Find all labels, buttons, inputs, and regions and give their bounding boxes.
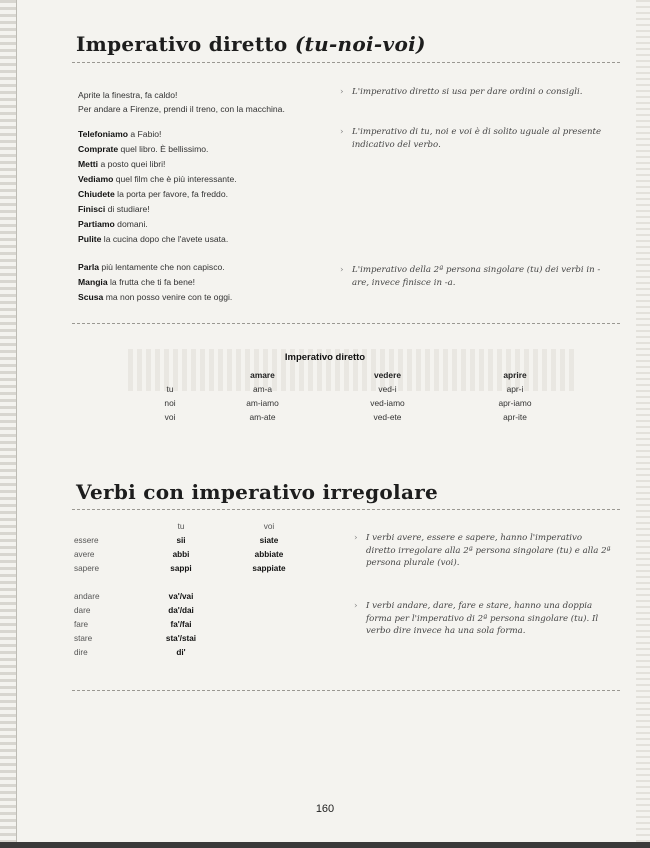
table-row: [74, 631, 314, 645]
title-prefix: Imperativo diretto: [76, 32, 288, 56]
grammar-note: › L'imperativo diretto si usa per dare ordini o consigli.: [340, 87, 583, 97]
example-line: Telefoniamo a Fabio!: [78, 129, 162, 139]
verb-form: va'/vai: [168, 591, 194, 601]
verb-form: am-iamo: [246, 398, 279, 408]
example-line: Parla più lentamente che non capisco.: [78, 262, 225, 272]
note-bullet-icon: ›: [340, 87, 344, 97]
table-row: [74, 645, 314, 659]
section-divider: [72, 690, 620, 691]
grammar-note: › I verbi andare, dare, fare e stare, hanno una doppia forma per l'imperativo di 2ª persona singolare (tu). Il verbo dire invece ha una sola forma.: [354, 601, 599, 636]
section-title-verbi-irregolari: Verbi con imperativo irregolare: [76, 480, 439, 504]
table-header-row: [140, 368, 580, 382]
page-binding-edge: [0, 0, 17, 848]
table-row: [74, 561, 314, 575]
verb-form: apr-ite: [503, 412, 527, 422]
table-row: [74, 533, 314, 547]
table-header-row: [74, 519, 314, 533]
verb-form: sta'/stai: [165, 633, 197, 643]
verb-form: ved-i: [378, 384, 397, 394]
column-header: tu: [177, 521, 185, 531]
table-row: [74, 589, 314, 603]
infinitive: sapere: [74, 563, 100, 573]
infinitive: dire: [74, 647, 88, 657]
grammar-note: › I verbi avere, essere e sapere, hanno l'imperativo diretto irregolare alla 2ª persona singolare (tu) e alla 2ª persona plurale (voi).: [354, 533, 611, 568]
column-header: voi: [263, 521, 275, 531]
verb-form: di': [176, 647, 186, 657]
verb-form: abbi: [172, 549, 190, 559]
section-title-imperativo-diretto: [76, 32, 426, 56]
title-underline: [72, 62, 620, 63]
verb-form: sappi: [170, 563, 192, 573]
note-bullet-icon: ›: [354, 601, 358, 611]
verb-form: ved-ete: [373, 412, 402, 422]
example-line: Comprate quel libro. È bellissimo.: [78, 144, 209, 154]
example-line: Per andare a Firenze, prendi il treno, con la macchina.: [78, 104, 285, 114]
irregular-verbs-table: [74, 519, 314, 659]
conjugation-table: [140, 368, 580, 424]
grammar-note: › L'imperativo di tu, noi e voi è di solito uguale al presente indicativo del verbo.: [340, 127, 602, 150]
person-label: tu: [166, 384, 174, 394]
verb-form: am-ate: [249, 412, 276, 422]
person-label: noi: [164, 398, 176, 408]
page-number: 160: [315, 803, 335, 815]
person-label: voi: [164, 412, 176, 422]
verb-form: fa'/fai: [170, 619, 192, 629]
page-right-edge: [636, 0, 650, 848]
verb-form: sii: [176, 535, 186, 545]
verb-form: am-a: [252, 384, 273, 394]
page-bottom-edge: [0, 842, 650, 848]
column-header: amare: [250, 370, 275, 380]
section-divider: [72, 323, 620, 324]
verb-form: abbiate: [254, 549, 284, 559]
verb-form: da'/dai: [168, 605, 194, 615]
column-header: vedere: [373, 370, 401, 380]
conj-table-title: Imperativo diretto: [284, 352, 366, 363]
note-bullet-icon: ›: [354, 533, 358, 543]
infinitive: andare: [74, 591, 100, 601]
table-row: [74, 547, 314, 561]
infinitive: stare: [74, 633, 93, 643]
infinitive: essere: [74, 535, 99, 545]
example-line: Partiamo domani.: [78, 219, 148, 229]
note-bullet-icon: ›: [340, 265, 344, 275]
example-line: Pulite la cucina dopo che l'avete usata.: [78, 234, 229, 244]
verb-form: ved-iamo: [370, 398, 405, 408]
verb-form: sappiate: [252, 563, 286, 573]
example-line: Mangia la frutta che ti fa bene!: [78, 277, 196, 287]
verb-form: apr-iamo: [498, 398, 532, 408]
table-row: [140, 382, 580, 396]
grammar-note: › L'imperativo della 2ª persona singolare (tu) dei verbi in -are, invece finisce in -a.: [340, 265, 601, 288]
table-row: [74, 617, 314, 631]
infinitive: dare: [74, 605, 91, 615]
example-line: Finisci di studiare!: [78, 204, 150, 214]
title-underline: [72, 509, 620, 510]
example-line: Vediamo quel film che è più interessante.: [78, 174, 237, 184]
table-row: [140, 410, 580, 424]
table-row: [74, 603, 314, 617]
example-line: Metti a posto quei libri!: [78, 159, 166, 169]
example-line: Scusa ma non posso venire con te oggi.: [78, 292, 233, 302]
title-suffix: (tu-noi-voi): [294, 32, 426, 56]
verb-form: siate: [259, 535, 279, 545]
table-row: [140, 396, 580, 410]
note-bullet-icon: ›: [340, 127, 344, 137]
column-header: aprire: [503, 370, 527, 380]
verb-form: apr-i: [506, 384, 524, 394]
example-line: Chiudete la porta per favore, fa freddo.: [78, 189, 228, 199]
example-line: Aprite la finestra, fa caldo!: [78, 90, 178, 100]
infinitive: fare: [74, 619, 89, 629]
infinitive: avere: [74, 549, 95, 559]
